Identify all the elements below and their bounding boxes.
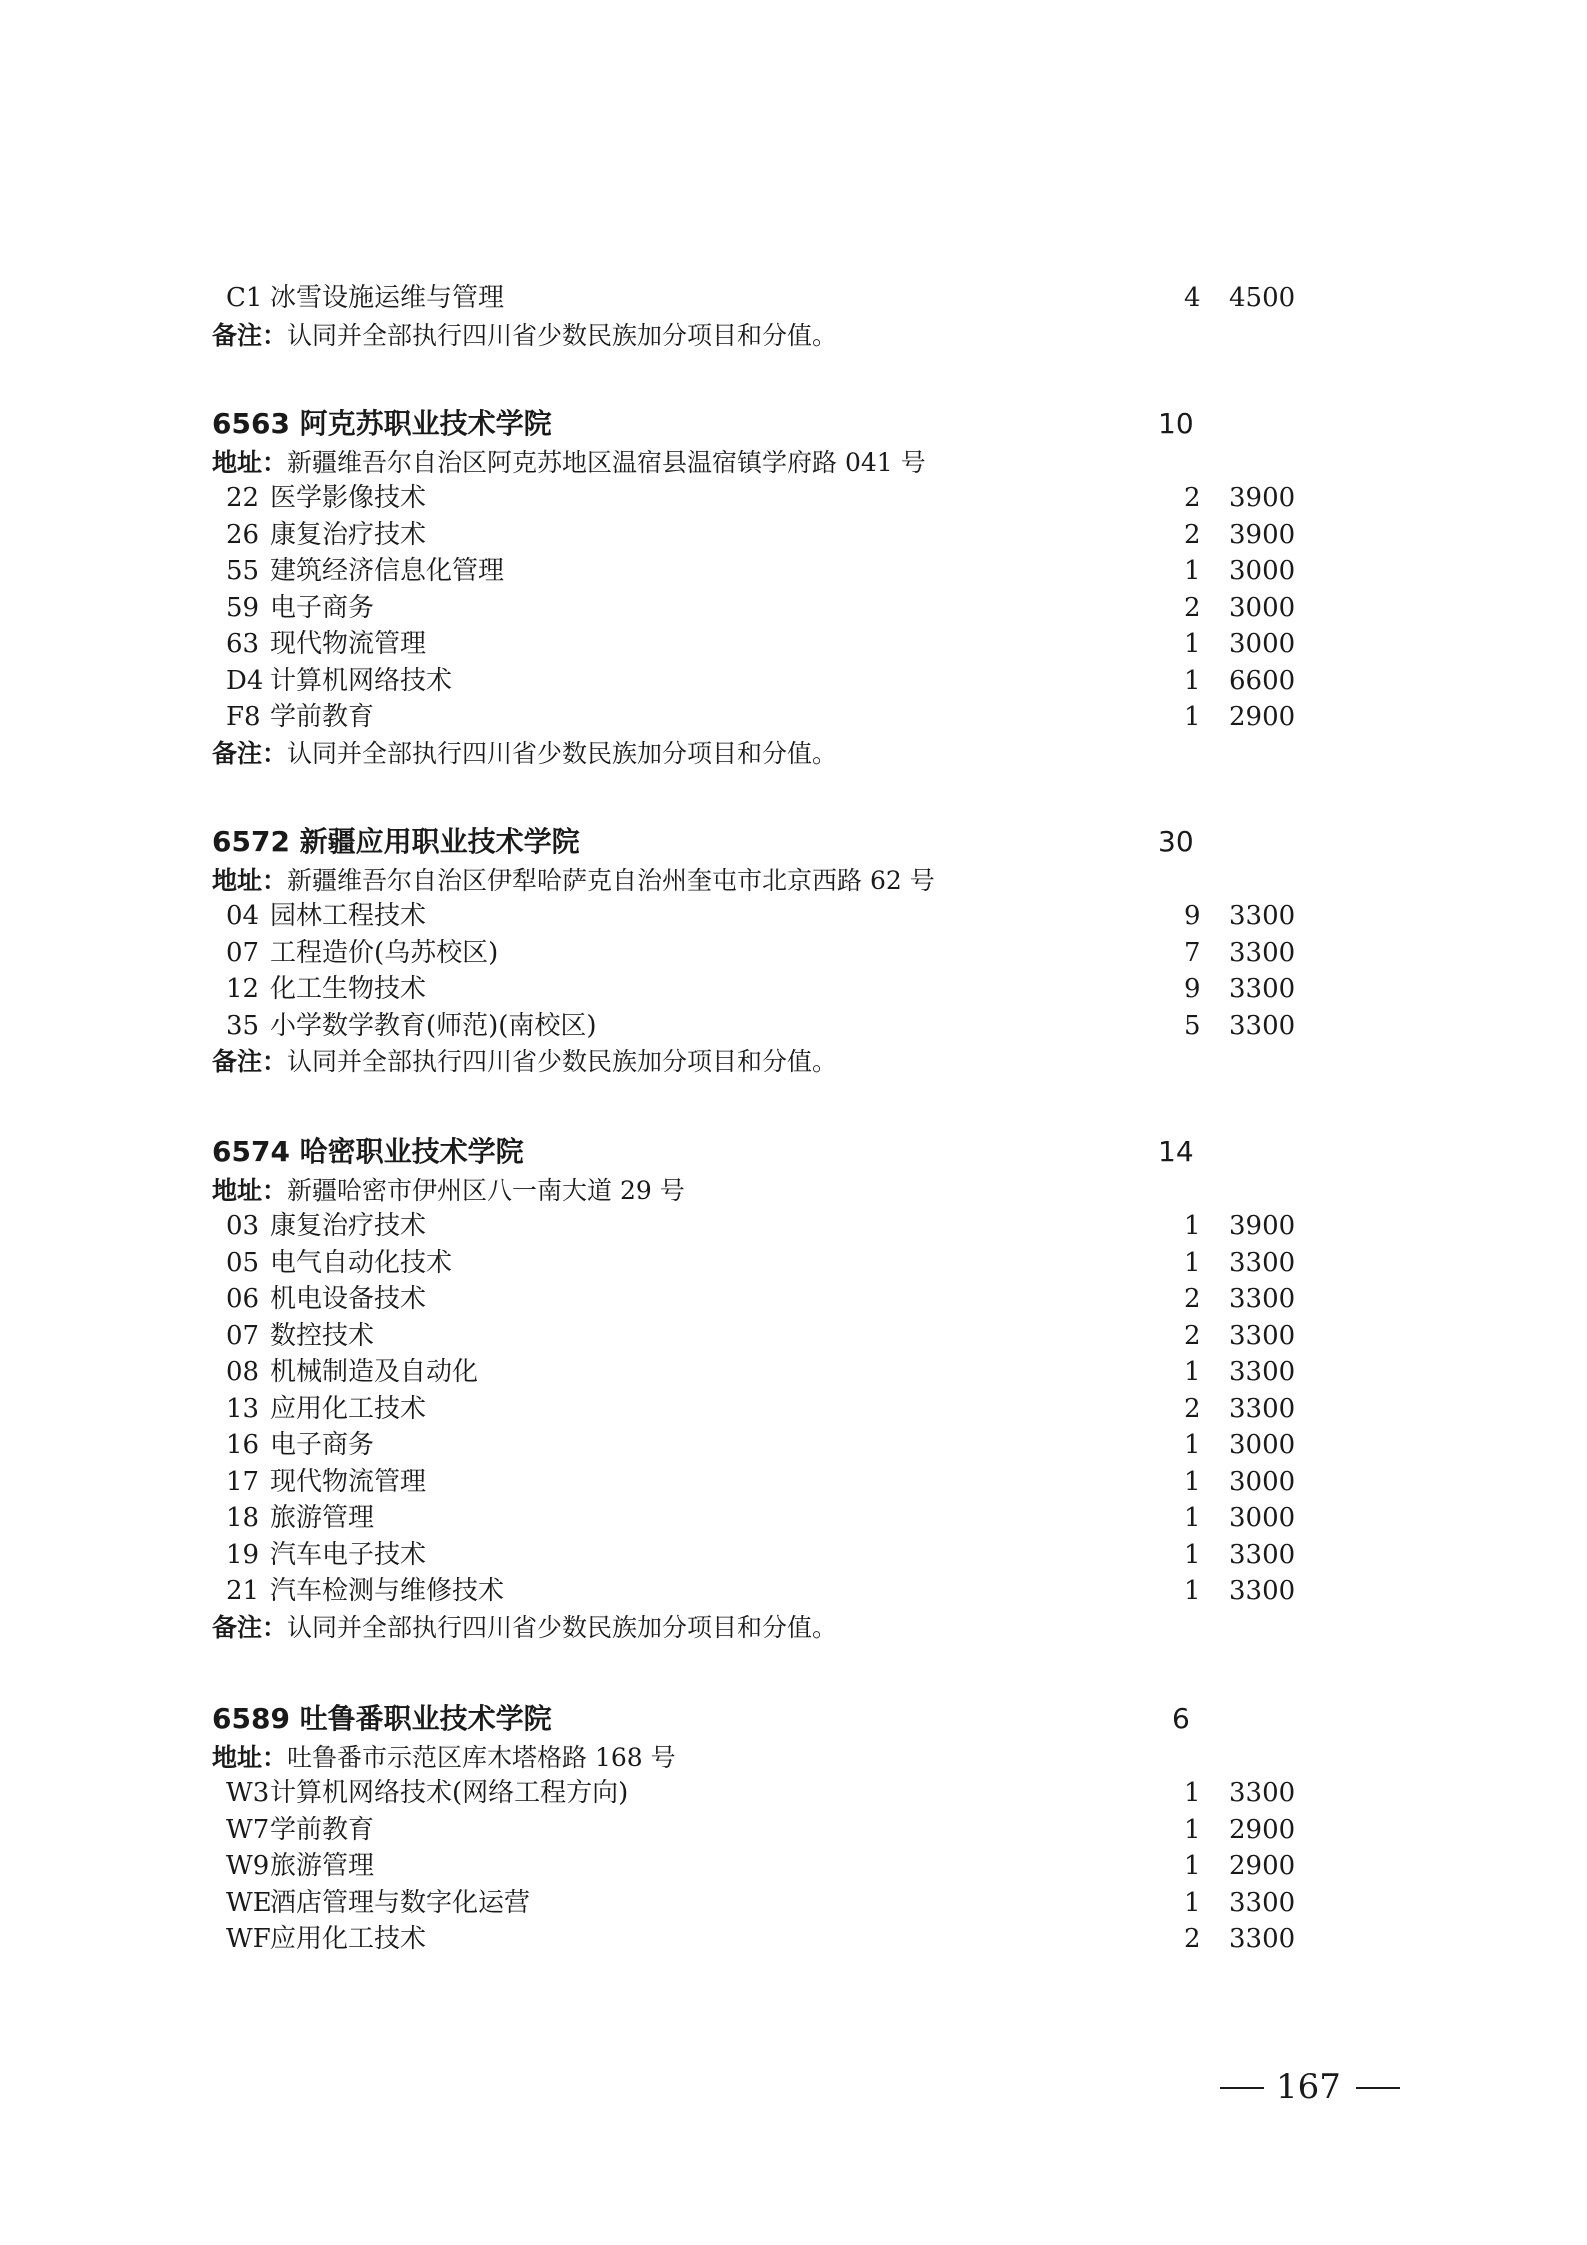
address-label: 地址： — [212, 1743, 288, 1772]
major-row — [212, 1281, 1312, 1318]
major-fee: 2900 — [1229, 1814, 1296, 1845]
major-count: 2 — [1184, 592, 1201, 623]
major-code: WF — [226, 1924, 271, 1954]
major-fee: 4500 — [1229, 283, 1296, 313]
remark-label: 备注： — [212, 321, 288, 350]
school-title: 6563 阿克苏职业技术学院 — [212, 407, 552, 440]
major-fee: 2900 — [1229, 702, 1296, 732]
major-code: F8 — [226, 702, 261, 732]
major-row — [212, 1208, 1312, 1245]
major-row — [212, 1318, 1312, 1355]
major-fee: 3300 — [1229, 1576, 1296, 1606]
school-address — [212, 1174, 1312, 1208]
major-code: 26 — [226, 519, 260, 550]
major-name: 学前教育 — [270, 1814, 375, 1845]
remark — [212, 1610, 1312, 1646]
major-row — [212, 1464, 1312, 1501]
major-fee: 3300 — [1229, 1778, 1296, 1808]
school-block — [212, 820, 1312, 1080]
major-code: 06 — [226, 1284, 260, 1314]
major-code: 21 — [226, 1576, 260, 1606]
school-header — [212, 402, 1312, 446]
address-text: 新疆维吾尔自治区阿克苏地区温宿县温宿镇学府路 041 号 — [287, 448, 926, 477]
major-fee: 3300 — [1229, 1010, 1296, 1041]
major-row — [212, 1500, 1312, 1537]
school-title: 6589 吐鲁番职业技术学院 — [212, 1702, 552, 1735]
major-row — [212, 935, 1312, 972]
major-fee: 3300 — [1229, 901, 1296, 931]
major-count: 9 — [1184, 901, 1201, 931]
major-code: D4 — [226, 665, 264, 696]
address-label: 地址： — [212, 1176, 288, 1205]
major-name: 数控技术 — [270, 1320, 375, 1351]
school-address — [212, 864, 1312, 898]
major-count: 1 — [1184, 1778, 1201, 1808]
major-name: 计算机网络技术 — [270, 665, 453, 696]
major-fee: 3000 — [1229, 1430, 1296, 1460]
major-row — [212, 1245, 1312, 1282]
major-row — [212, 1391, 1312, 1428]
school-header — [212, 1697, 1312, 1741]
major-name: 应用化工技术 — [270, 1393, 427, 1424]
remark-text: 认同并全部执行四川省少数民族加分项目和分值。 — [287, 321, 838, 350]
major-row — [212, 553, 1312, 590]
major-count: 9 — [1184, 974, 1201, 1004]
major-count: 1 — [1184, 1211, 1201, 1241]
school-total-count: 6 — [1172, 1702, 1190, 1735]
footer-dash-right — [1356, 2087, 1400, 2089]
major-fee: 3300 — [1229, 1393, 1296, 1424]
major-name: 康复治疗技术 — [270, 1211, 427, 1241]
major-count: 1 — [1184, 1887, 1201, 1918]
major-fee: 3300 — [1229, 1320, 1296, 1351]
major-code: 12 — [226, 974, 260, 1004]
page-number-text: 167 — [1276, 2067, 1341, 2107]
major-fee: 3000 — [1229, 1503, 1296, 1533]
major-count: 4 — [1184, 283, 1201, 313]
major-fee: 3300 — [1229, 937, 1296, 968]
major-name: 电子商务 — [270, 1430, 375, 1460]
school-address — [212, 1741, 1312, 1775]
school-header — [212, 1130, 1312, 1174]
major-name: 小学数学教育(师范)(南校区) — [270, 1010, 597, 1041]
remark-text: 认同并全部执行四川省少数民族加分项目和分值。 — [287, 738, 838, 768]
major-count: 1 — [1184, 1851, 1201, 1881]
major-fee: 3300 — [1229, 1924, 1296, 1954]
major-name: 工程造价(乌苏校区) — [270, 937, 499, 968]
major-code: 35 — [226, 1010, 260, 1041]
major-count: 1 — [1184, 1503, 1201, 1533]
major-row — [212, 1848, 1312, 1885]
remark-text: 认同并全部执行四川省少数民族加分项目和分值。 — [287, 1612, 838, 1642]
major-row — [212, 1537, 1312, 1574]
major-row — [212, 1775, 1312, 1812]
address-text: 新疆哈密市伊州区八一南大道 29 号 — [287, 1176, 685, 1205]
major-count: 1 — [1184, 702, 1201, 732]
major-fee: 3900 — [1229, 1211, 1296, 1241]
school-header — [212, 820, 1312, 864]
major-count: 5 — [1184, 1010, 1201, 1041]
major-row — [212, 626, 1312, 663]
major-name: 旅游管理 — [270, 1851, 375, 1881]
major-name: 酒店管理与数字化运营 — [270, 1887, 531, 1918]
major-count: 1 — [1184, 1466, 1201, 1497]
major-fee: 3900 — [1229, 519, 1296, 550]
school-title: 6572 新疆应用职业技术学院 — [212, 825, 580, 858]
major-code: 19 — [226, 1539, 260, 1570]
major-name: 现代物流管理 — [270, 1466, 427, 1497]
major-fee: 3300 — [1229, 974, 1296, 1004]
major-name: 康复治疗技术 — [270, 519, 427, 550]
remark — [212, 736, 1312, 772]
major-count: 1 — [1184, 1357, 1201, 1387]
major-row — [212, 1354, 1312, 1391]
major-code: 59 — [226, 592, 260, 623]
major-name: 电子商务 — [270, 592, 375, 623]
major-name: 计算机网络技术(网络工程方向) — [270, 1778, 629, 1808]
major-name: 应用化工技术 — [270, 1924, 427, 1954]
major-code: 13 — [226, 1393, 260, 1424]
remark — [212, 1044, 1312, 1080]
address-label: 地址： — [212, 448, 288, 477]
major-count: 1 — [1184, 556, 1201, 586]
major-count: 1 — [1184, 1539, 1201, 1570]
major-code: W7 — [226, 1814, 270, 1845]
major-code: WE — [226, 1887, 272, 1918]
remark-label: 备注： — [212, 1047, 288, 1076]
page-number — [1220, 2062, 1400, 2112]
major-count: 1 — [1184, 1576, 1201, 1606]
major-count: 2 — [1184, 1284, 1201, 1314]
major-code: 04 — [226, 901, 260, 931]
major-code: 05 — [226, 1247, 260, 1278]
major-row — [212, 971, 1312, 1008]
major-fee: 3000 — [1229, 592, 1296, 623]
major-row — [212, 1921, 1312, 1958]
major-name: 旅游管理 — [270, 1503, 375, 1533]
major-name: 学前教育 — [270, 702, 375, 732]
major-name: 机电设备技术 — [270, 1284, 427, 1314]
major-row — [212, 1427, 1312, 1464]
major-fee: 3900 — [1229, 483, 1296, 513]
major-row — [212, 1573, 1312, 1610]
school-total-count: 30 — [1158, 825, 1194, 858]
major-fee: 3300 — [1229, 1357, 1296, 1387]
major-code: 07 — [226, 937, 260, 968]
major-row — [212, 1008, 1312, 1045]
major-count: 1 — [1184, 629, 1201, 659]
major-row — [212, 699, 1312, 736]
major-name: 医学影像技术 — [270, 483, 427, 513]
major-code: 55 — [226, 556, 260, 586]
major-count: 1 — [1184, 665, 1201, 696]
major-count: 2 — [1184, 1320, 1201, 1351]
major-name: 冰雪设施运维与管理 — [270, 283, 505, 313]
major-code: 63 — [226, 629, 260, 659]
major-row — [212, 517, 1312, 554]
major-name: 化工生物技术 — [270, 974, 427, 1004]
major-row — [212, 590, 1312, 627]
major-count: 2 — [1184, 519, 1201, 550]
school-total-count: 10 — [1158, 407, 1194, 440]
major-count: 2 — [1184, 1924, 1201, 1954]
major-code: 07 — [226, 1320, 260, 1351]
school-address — [212, 446, 1312, 480]
major-code: 18 — [226, 1503, 260, 1533]
major-name: 机械制造及自动化 — [270, 1357, 479, 1387]
major-fee: 2900 — [1229, 1851, 1296, 1881]
major-name: 园林工程技术 — [270, 901, 427, 931]
address-label: 地址： — [212, 866, 288, 895]
major-fee: 3000 — [1229, 629, 1296, 659]
major-row — [212, 898, 1312, 935]
major-row — [212, 1885, 1312, 1922]
major-name: 电气自动化技术 — [270, 1247, 453, 1278]
remark-label: 备注： — [212, 1612, 288, 1642]
remark-text: 认同并全部执行四川省少数民族加分项目和分值。 — [287, 1047, 838, 1076]
major-code: 22 — [226, 483, 260, 513]
major-row — [212, 480, 1312, 517]
major-count: 1 — [1184, 1247, 1201, 1278]
major-code: C1 — [226, 283, 263, 313]
remark — [212, 318, 837, 354]
school-block — [212, 1130, 1312, 1646]
major-fee: 3000 — [1229, 1466, 1296, 1497]
major-row — [226, 280, 1296, 316]
major-count: 2 — [1184, 483, 1201, 513]
address-text: 吐鲁番市示范区库木塔格路 168 号 — [287, 1743, 676, 1772]
major-code: 08 — [226, 1357, 260, 1387]
major-row — [212, 663, 1312, 700]
major-code: 03 — [226, 1211, 260, 1241]
remark-label: 备注： — [212, 738, 288, 768]
major-name: 汽车检测与维修技术 — [270, 1576, 505, 1606]
school-block — [212, 1697, 1312, 1958]
major-count: 1 — [1184, 1430, 1201, 1460]
major-fee: 3300 — [1229, 1284, 1296, 1314]
major-fee: 6600 — [1229, 665, 1296, 696]
school-block — [212, 402, 1312, 772]
major-code: 16 — [226, 1430, 260, 1460]
major-count: 2 — [1184, 1393, 1201, 1424]
major-code: 17 — [226, 1466, 260, 1497]
major-code: W9 — [226, 1851, 270, 1881]
major-row — [212, 1812, 1312, 1849]
major-fee: 3000 — [1229, 556, 1296, 586]
major-count: 1 — [1184, 1814, 1201, 1845]
major-code: W3 — [226, 1778, 270, 1808]
footer-dash-left — [1220, 2087, 1264, 2089]
school-total-count: 14 — [1158, 1135, 1194, 1168]
major-count: 7 — [1184, 937, 1201, 968]
major-fee: 3300 — [1229, 1539, 1296, 1570]
major-name: 建筑经济信息化管理 — [270, 556, 505, 586]
major-name: 汽车电子技术 — [270, 1539, 427, 1570]
school-title: 6574 哈密职业技术学院 — [212, 1135, 524, 1168]
major-fee: 3300 — [1229, 1887, 1296, 1918]
major-fee: 3300 — [1229, 1247, 1296, 1278]
major-name: 现代物流管理 — [270, 629, 427, 659]
address-text: 新疆维吾尔自治区伊犁哈萨克自治州奎屯市北京西路 62 号 — [287, 866, 935, 895]
